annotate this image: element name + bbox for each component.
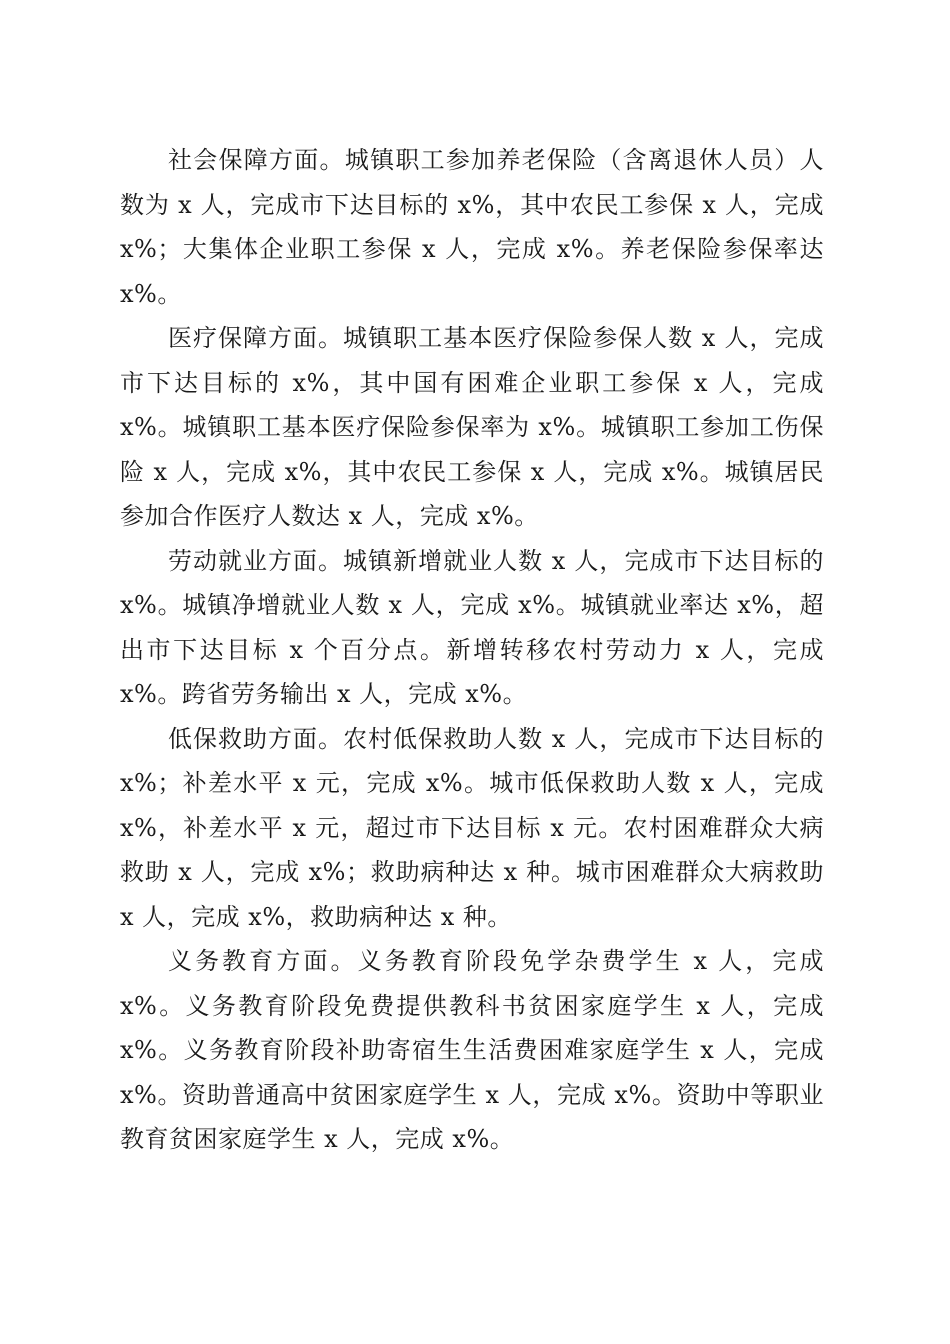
paragraph-social-security: 社会保障方面。城镇职工参加养老保险（含离退休人员）人数为 x 人，完成市下达目标的 x%，其中农民工参保 x 人，完成 x%；大集体企业职工参保 x 人，完成 x%。养老保险参保率达 x%。 (120, 146, 824, 308)
paragraph-employment: 劳动就业方面。城镇新增就业人数 x 人，完成市下达目标的 x%。城镇净增就业人数 x 人，完成 x%。城镇就业率达 x%，超出市下达目标 x 个百分点。新增转移农村劳动力 x 人，完成 x%。跨省劳务输出 x 人，完成 x%。 (120, 546, 824, 708)
paragraph-medical-security: 医疗保障方面。城镇职工基本医疗保险参保人数 x 人，完成市下达目标的 x%，其中国有困难企业职工参保 x 人，完成 x%。城镇职工基本医疗保险参保率为 x%。城镇职工参加工伤保险 x 人，完成 x%，其中农民工参保 x 人，完成 x%。城镇居民参加合作医疗人数达 x 人，完成 x%。 (120, 324, 824, 530)
document-body (120, 138, 824, 1162)
paragraph-subsistence-aid: 低保救助方面。农村低保救助人数 x 人，完成市下达目标的 x%；补差水平 x 元，完成 x%。城市低保救助人数 x 人，完成 x%，补差水平 x 元，超过市下达目标 x 元。农村困难群众大病救助 x 人，完成 x%；救助病种达 x 种。城市困难群众大病救助 x 人，完成 x%，救助病种达 x 种。 (120, 724, 824, 931)
paragraph-compulsory-education: 义务教育方面。义务教育阶段免学杂费学生 x 人，完成 x%。义务教育阶段免费提供教科书贫困家庭学生 x 人，完成 x%。义务教育阶段补助寄宿生生活费困难家庭学生 x 人，完成 x%。资助普通高中贫困家庭学生 x 人，完成 x%。资助中等职业教育贫困家庭学生 x 人，完成 x%。 (120, 947, 824, 1153)
